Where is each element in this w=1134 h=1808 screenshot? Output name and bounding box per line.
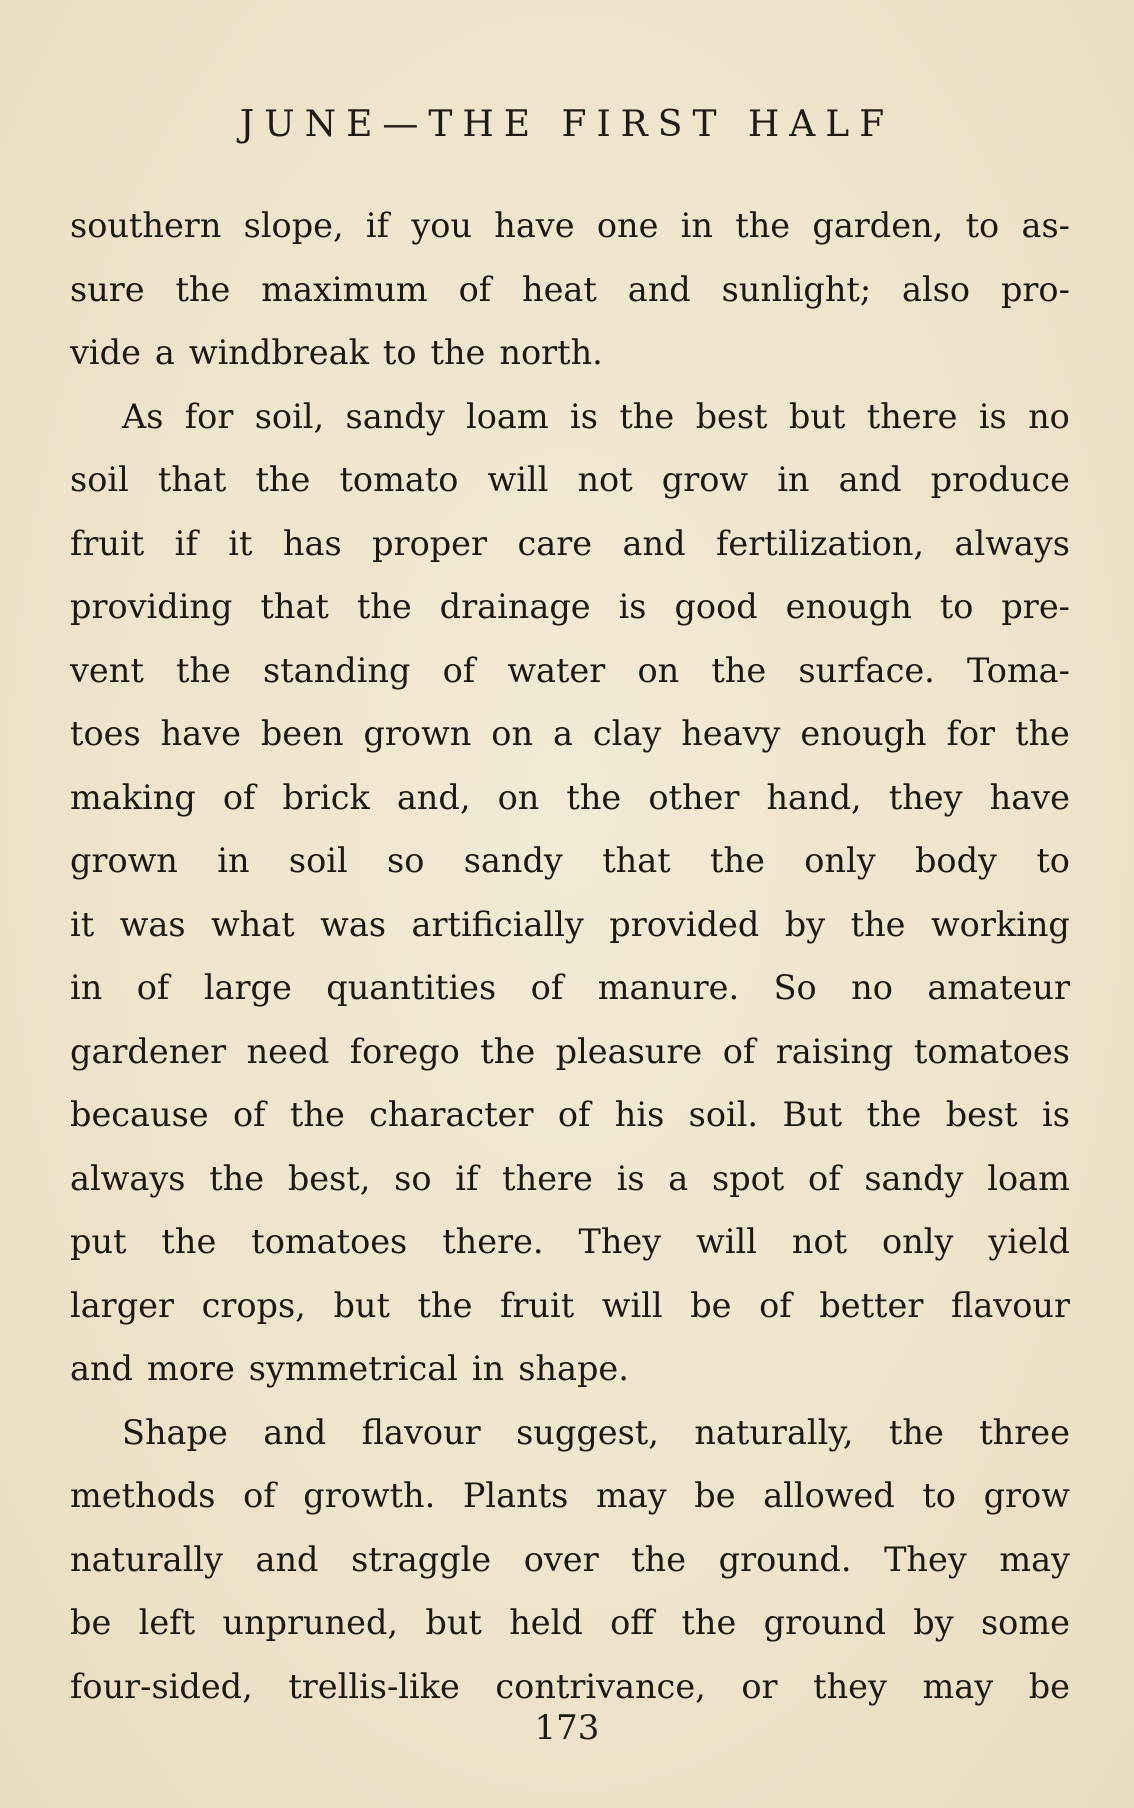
word: in (471, 1349, 505, 1388)
word: of (557, 1095, 591, 1134)
word: a (668, 1158, 689, 1198)
word: may (595, 1476, 667, 1515)
word: large (203, 968, 292, 1007)
word: the (711, 650, 767, 690)
word: of (232, 1095, 266, 1134)
word: the (209, 1158, 265, 1198)
word: flavour (950, 1285, 1070, 1325)
word: for (946, 714, 996, 753)
word: good (674, 587, 758, 626)
word: sandy (463, 841, 563, 880)
word: produce (930, 460, 1070, 499)
word: suggest, (516, 1412, 659, 1452)
word: sure (70, 269, 145, 309)
word: in (680, 206, 713, 245)
word: a (552, 714, 573, 753)
word: fertilization, (716, 523, 925, 563)
word: may (999, 1539, 1070, 1579)
word: soil (70, 460, 129, 499)
word: naturally, (694, 1412, 854, 1452)
word: the (175, 269, 231, 309)
word: in (217, 841, 250, 880)
word: raising (775, 1031, 894, 1071)
word: enough (785, 587, 912, 626)
word: the (866, 1095, 922, 1134)
word: of (808, 1158, 841, 1198)
word: Plants (462, 1476, 569, 1515)
word: be (694, 1476, 736, 1515)
word: quantities (326, 968, 497, 1007)
word: that (157, 460, 227, 499)
word: pro- (1000, 269, 1070, 309)
word: the (1015, 714, 1070, 753)
word: in (70, 968, 103, 1007)
word: is (616, 1158, 645, 1198)
word: put (70, 1222, 127, 1261)
word: so (387, 841, 425, 880)
word: ground (763, 1603, 886, 1642)
text-line (70, 1464, 1070, 1528)
word: methods (70, 1476, 216, 1515)
text-line (70, 512, 1070, 576)
word: hand, (766, 777, 862, 817)
text-line (70, 258, 1070, 322)
word: of (458, 269, 492, 309)
word: larger (70, 1285, 174, 1325)
word: to (965, 206, 1000, 245)
word: is (570, 396, 598, 436)
word: a (154, 333, 175, 372)
word: on (491, 714, 534, 753)
word: artificially (411, 904, 584, 944)
text-line (70, 1210, 1070, 1274)
word: was (320, 904, 387, 944)
word: the (631, 1539, 687, 1579)
word: you (411, 206, 472, 245)
word: unpruned, (222, 1603, 399, 1642)
word: sunlight; (721, 269, 872, 309)
text-line (70, 639, 1070, 703)
word: some (980, 1603, 1070, 1642)
word: grown (363, 714, 472, 753)
word: of (759, 1285, 792, 1325)
word: heavy (681, 714, 781, 753)
word: yield (988, 1222, 1070, 1261)
word: if (174, 523, 198, 563)
word: heat (522, 269, 597, 309)
text-line (70, 194, 1070, 258)
word: They (578, 1222, 662, 1261)
word: more (147, 1349, 235, 1388)
word: has (282, 523, 342, 563)
word: to (939, 587, 974, 626)
word: be (70, 1603, 112, 1642)
word: his (614, 1095, 665, 1134)
word: flavour (361, 1412, 481, 1452)
text-line (70, 829, 1070, 893)
word: only (882, 1222, 954, 1261)
word: what (211, 904, 295, 944)
text-line (70, 1274, 1070, 1338)
word: best (945, 1095, 1018, 1134)
word: to (1036, 841, 1070, 880)
word: spot (712, 1158, 785, 1198)
word: sandy (864, 1158, 964, 1198)
word: may (922, 1666, 994, 1706)
word: and (255, 1539, 319, 1579)
word: the (417, 1285, 473, 1325)
text-line (70, 575, 1070, 639)
word: was (119, 904, 186, 944)
word: but (333, 1285, 390, 1325)
word: enough (800, 714, 927, 753)
word: grow (983, 1476, 1070, 1515)
word: will (487, 460, 549, 499)
text-line (70, 1401, 1070, 1465)
word: brick (282, 777, 370, 817)
body-text (70, 194, 1070, 1718)
word: need (246, 1031, 330, 1071)
word: body (914, 841, 997, 880)
word: three (979, 1412, 1070, 1452)
word: on (637, 650, 680, 690)
word: proper (372, 523, 488, 563)
word: naturally (70, 1539, 223, 1579)
word: the (255, 460, 311, 499)
word: and (70, 1349, 133, 1388)
word: for (184, 396, 234, 436)
word: if (365, 206, 390, 245)
text-line (70, 893, 1070, 957)
word: gardener (70, 1031, 227, 1071)
text-line (70, 1337, 1070, 1401)
word: so (394, 1158, 432, 1198)
word: been (260, 714, 344, 753)
word: or (741, 1666, 778, 1706)
word: there (502, 1158, 593, 1198)
word: trellis-like (288, 1666, 460, 1706)
word: grow (661, 460, 749, 499)
word: of (136, 968, 170, 1007)
word: no (1028, 396, 1070, 436)
word: tomato (339, 460, 459, 499)
word: is (618, 587, 647, 626)
word: slope, (243, 206, 344, 245)
word: but (425, 1603, 482, 1642)
word: ground. (718, 1539, 852, 1579)
word: north. (499, 333, 603, 372)
word: water (507, 650, 606, 690)
word: by (784, 904, 826, 944)
word: not (791, 1222, 848, 1261)
word: But (782, 1095, 843, 1134)
text-line (70, 766, 1070, 830)
word: on (497, 777, 540, 817)
word: but (788, 396, 846, 436)
word: care (517, 523, 593, 563)
word: making (70, 777, 196, 817)
word: it (70, 904, 95, 944)
word: of (722, 1031, 756, 1071)
word: maximum (261, 269, 428, 309)
word: tomatoes (251, 1222, 408, 1261)
word: there (866, 396, 958, 436)
word: soil, (254, 396, 325, 436)
word: tomatoes (913, 1031, 1070, 1071)
word: shape. (518, 1349, 629, 1388)
word: of (530, 968, 564, 1007)
word: surface. (798, 650, 935, 690)
word: also (902, 269, 971, 309)
word: it (228, 523, 253, 563)
word: and (263, 1412, 327, 1452)
word: forego (349, 1031, 460, 1071)
word: standing (263, 650, 411, 690)
word: amateur (927, 968, 1070, 1007)
word: one (596, 206, 659, 245)
word: because (70, 1095, 209, 1134)
word: of (243, 1476, 276, 1515)
word: the (175, 650, 231, 690)
word: always (70, 1158, 186, 1198)
word: have (989, 777, 1070, 817)
word: as- (1021, 206, 1070, 245)
word: vent (70, 650, 144, 690)
word: no (851, 968, 893, 1007)
word: better (819, 1285, 924, 1325)
text-line (70, 956, 1070, 1020)
word: pleasure (555, 1031, 703, 1071)
text-line (70, 702, 1070, 766)
word: pre- (1001, 587, 1070, 626)
word: by (913, 1603, 954, 1642)
word: the (850, 904, 906, 944)
word: the (480, 1031, 536, 1071)
word: loam (987, 1158, 1070, 1198)
word: have (494, 206, 575, 245)
word: Toma- (966, 650, 1070, 690)
word: straggle (351, 1539, 492, 1579)
word: toes (70, 714, 141, 753)
word: will (601, 1285, 663, 1325)
word: of (442, 650, 476, 690)
word: loam (466, 396, 549, 436)
word: the (735, 206, 791, 245)
word: garden, (812, 206, 944, 245)
word: growth. (303, 1476, 436, 1515)
word: is (978, 396, 1007, 436)
word: other (648, 777, 740, 817)
word: soil. (688, 1095, 759, 1134)
word: contrivance, (495, 1666, 706, 1706)
word: vide (70, 333, 141, 372)
word: only (804, 841, 876, 880)
word: character (369, 1095, 534, 1134)
text-line (70, 321, 1070, 385)
word: allowed (763, 1476, 895, 1515)
word: drainage (439, 587, 591, 626)
word: As (122, 396, 164, 436)
word: that (602, 841, 671, 880)
word: be (1028, 1666, 1070, 1706)
word: the (356, 587, 412, 626)
word: crops, (201, 1285, 306, 1325)
text-line (70, 385, 1070, 449)
word: symmetrical (248, 1349, 458, 1388)
word: best (695, 396, 768, 436)
word: not (577, 460, 633, 499)
word: there. (442, 1222, 544, 1261)
word: they (888, 777, 963, 817)
word: they (813, 1666, 887, 1706)
text-line (70, 1083, 1070, 1147)
word: and (838, 460, 902, 499)
word: provided (609, 904, 760, 944)
word: the (681, 1603, 737, 1642)
word: grown (70, 841, 178, 880)
running-head: JUNE—THE FIRST HALF (239, 104, 895, 145)
text-line (70, 1020, 1070, 1084)
text-line (70, 1147, 1070, 1211)
word: held (509, 1603, 583, 1642)
word: working (930, 904, 1070, 944)
word: Shape (122, 1412, 228, 1452)
word: soil (288, 841, 348, 880)
text-line (70, 448, 1070, 512)
word: is (1041, 1095, 1070, 1134)
word: that (260, 587, 329, 626)
word: the (888, 1412, 944, 1452)
word: to (382, 333, 417, 372)
word: in (777, 460, 810, 499)
word: be (690, 1285, 732, 1325)
text-line (70, 1528, 1070, 1592)
word: the (430, 333, 486, 372)
word: have (160, 714, 241, 753)
word: best, (287, 1158, 371, 1198)
word: four-sided, (70, 1666, 253, 1706)
word: the (566, 777, 622, 817)
word: So (773, 968, 817, 1007)
word: always (954, 523, 1070, 563)
word: fruit (70, 523, 145, 563)
word: and (627, 269, 691, 309)
word: over (523, 1539, 599, 1579)
word: if (455, 1158, 479, 1198)
word: sandy (345, 396, 445, 436)
word: of (222, 777, 256, 817)
word: the (289, 1095, 345, 1134)
word: and (622, 523, 686, 563)
word: the (619, 396, 675, 436)
word: and, (396, 777, 471, 817)
word: the (710, 841, 765, 880)
word: They (884, 1539, 967, 1579)
word: clay (592, 714, 662, 753)
word: the (161, 1222, 217, 1261)
word: to (922, 1476, 956, 1515)
word: southern (70, 206, 222, 245)
word: fruit (500, 1285, 575, 1325)
word: windbreak (188, 333, 369, 372)
word: left (138, 1603, 196, 1642)
page-number: 173 (534, 1708, 600, 1748)
word: manure. (597, 968, 740, 1007)
word: will (696, 1222, 757, 1261)
text-line (70, 1591, 1070, 1655)
word: providing (70, 587, 233, 626)
word: off (610, 1603, 655, 1642)
